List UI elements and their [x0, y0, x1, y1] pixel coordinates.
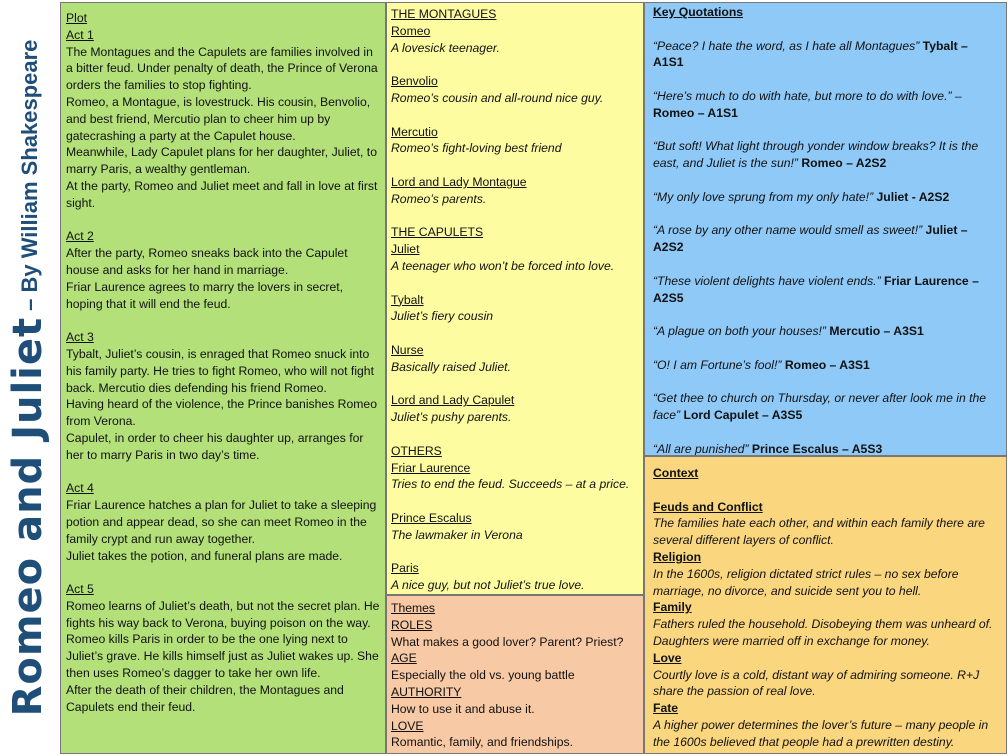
- character-group-others: [391, 443, 638, 594]
- quotation: [653, 323, 998, 340]
- context-desc: The families hate each other, and within each family there are several different layers of conflict.: [653, 516, 985, 548]
- title-main: Romeo and Juliet: [5, 316, 51, 717]
- context-heading: Context: [653, 466, 699, 480]
- character-desc: The lawmaker in Verona: [391, 527, 523, 542]
- quote-text: “My only love sprung from my only hate!”: [653, 189, 874, 204]
- character-entry: [391, 241, 638, 275]
- quote-attribution: Romeo – A2S2: [801, 156, 887, 171]
- quote-text: “But soft! What light through yonder window breaks? It is the east, and Juliet is the sun!”: [653, 139, 979, 171]
- plot-panel: [60, 2, 386, 754]
- context-desc: Fathers ruled the household. Disobeying them was unheard of. Daughters were married off in exchange for money.: [653, 617, 993, 648]
- quotation: [653, 189, 998, 206]
- quote-attribution: Friar Laurence – A2S5: [653, 273, 979, 305]
- theme-name: LOVE: [391, 718, 424, 733]
- quote-attribution: Romeo – A1S1: [653, 105, 738, 120]
- character-desc: Basically raised Juliet.: [391, 359, 511, 374]
- quote-attribution: Romeo – A3S1: [784, 357, 870, 372]
- context-topic: Fate: [653, 701, 679, 716]
- act-line: Romeo learns of Juliet’s death, but not the secret plan. He fights his way back to Verona, buying poison on the way.: [66, 598, 380, 630]
- act-label: Act 2: [66, 229, 94, 244]
- act-label: Act 5: [66, 582, 94, 597]
- quote-text: “Get thee to church on Thursday, or never after look me in the face”: [653, 391, 987, 423]
- title-strip: [0, 0, 56, 756]
- character-desc: Romeo’s fight-loving best friend: [391, 141, 562, 156]
- context-topic: Love: [653, 650, 682, 665]
- character-entry: [391, 73, 638, 107]
- character-name: Paris: [391, 561, 419, 576]
- act-line: Friar Laurence agrees to marry the lovers in secret, hoping that it will end the feud.: [66, 279, 344, 311]
- character-entry: [391, 292, 638, 326]
- character-name: Romeo: [391, 23, 431, 38]
- context-topic: Religion: [653, 549, 702, 564]
- act-label: Act 1: [66, 27, 94, 42]
- act-line: After the party, Romeo sneaks back into the Capulet house and asks for her hand in marriage.: [66, 246, 348, 277]
- character-name: Nurse: [391, 342, 424, 357]
- act-line: Friar Laurence hatches a plan for Juliet to take a sleeping potion and appear dead, so she can meet Romeo in the family crypt and run away together.: [66, 498, 377, 546]
- act-line: Tybalt, Juliet’s cousin, is enraged that Romeo snuck into his family party. He tries to fight Romeo, who will not fight back. Mercutio dies defending his friend Romeo.: [66, 346, 374, 395]
- plot-heading: Plot: [66, 11, 88, 25]
- act-line: Capulet, in order to cheer his daughter up, arranges for her to marry Paris in two day’s time.: [66, 430, 364, 462]
- character-name: Lord and Lady Capulet: [391, 393, 515, 408]
- group-heading: THE MONTAGUES: [391, 7, 497, 21]
- act-section: [66, 228, 380, 312]
- context-topic: Feuds and Conflict: [653, 499, 763, 514]
- group-heading: OTHERS: [391, 443, 442, 458]
- character-group-montagues: [391, 6, 638, 208]
- theme-desc: Romantic, family, and friendships.: [391, 735, 573, 750]
- quote-text: “These violent delights have violent ends.”: [653, 273, 881, 288]
- context-panel: [644, 456, 1007, 754]
- character-entry: [391, 23, 638, 57]
- act-label: Act 4: [66, 481, 94, 496]
- quote-text: “O! I am Fortune’s fool!”: [653, 357, 782, 372]
- context-topic: Family: [653, 600, 692, 615]
- character-name: Tybalt: [391, 292, 424, 307]
- quote-text: “A rose by any other name would smell as sweet!”: [653, 223, 923, 238]
- act-line: Having heard of the violence, the Prince banishes Romeo from Verona.: [66, 397, 377, 429]
- theme-desc: What makes a good lover? Parent? Priest?: [391, 634, 624, 649]
- character-desc: Juliet’s fiery cousin: [391, 309, 494, 324]
- character-entry: [391, 342, 638, 376]
- character-group-capulets: [391, 224, 638, 426]
- act-line: At the party, Romeo and Juliet meet and fall in love at first sight.: [66, 178, 378, 210]
- character-desc: Juliet’s pushy parents.: [391, 410, 512, 425]
- context-desc: In the 1600s, religion dictated strict rules – no sex before marriage, no divorce, and suicide sent you to hell.: [653, 566, 959, 598]
- character-entry: [391, 174, 638, 208]
- quotations-panel: [644, 2, 1007, 456]
- quote-attribution: Juliet – A2S2: [653, 223, 968, 255]
- quotation: [653, 222, 998, 256]
- quotation: [653, 88, 998, 122]
- context-desc: A higher power determines the lover’s future – many people in the 1600s believed that people had a prewritten destiny.: [653, 717, 989, 749]
- act-line: After the death of their children, the Montagues and Capulets end their feud.: [66, 682, 344, 714]
- theme-name: AGE: [391, 651, 417, 666]
- characters-panel: [386, 2, 644, 595]
- act-section: [66, 27, 380, 212]
- character-desc: Tries to end the feud. Succeeds – at a price.: [391, 477, 630, 492]
- quotation: [653, 390, 998, 424]
- character-entry: [391, 124, 638, 158]
- quote-attribution: Juliet - A2S2: [876, 189, 950, 204]
- quotation: [653, 357, 998, 374]
- quote-attribution: Lord Capulet – A3S5: [683, 408, 803, 423]
- quote-text: “A plague on both your houses!”: [653, 324, 826, 339]
- character-desc: A nice guy, but not Juliet’s true love.: [391, 578, 585, 593]
- character-desc: Romeo’s parents.: [391, 191, 487, 206]
- quote-text: “Here’s much to do with hate, but more to do with love.” –: [653, 88, 962, 103]
- act-line: Romeo, a Montague, is lovestruck. His cousin, Benvolio, and best friend, Mercutio plan to cheer him up by gatecrashing a party at the Capulet house.: [66, 94, 371, 143]
- quote-text: “Peace? I hate the word, as I hate all Montagues”: [653, 38, 920, 53]
- title-byline: – By William Shakespeare: [17, 39, 42, 311]
- character-desc: Romeo’s cousin and all-round nice guy.: [391, 90, 604, 105]
- character-entry: [391, 460, 638, 494]
- character-name: Lord and Lady Montague: [391, 174, 527, 189]
- quotation: [653, 38, 998, 72]
- act-line: Juliet takes the potion, and funeral plans are made.: [66, 548, 343, 563]
- character-name: Juliet: [391, 242, 420, 257]
- theme-name: ROLES: [391, 617, 433, 632]
- quote-attribution: Prince Escalus – A5S3: [751, 441, 883, 456]
- quotation: [653, 273, 998, 307]
- themes-heading: Themes: [391, 601, 436, 615]
- act-line: The Montagues and the Capulets are families involved in a bitter feud. Under penalty of death, the Prince of Verona orders the families to stop fighting.: [66, 44, 378, 93]
- quote-attribution: Mercutio – A3S1: [829, 324, 924, 339]
- act-line: Meanwhile, Lady Capulet plans for her daughter, Juliet, to marry Paris, a wealthy gentleman.: [66, 145, 377, 177]
- act-section: [66, 581, 380, 715]
- act-section: [66, 329, 380, 463]
- quote-attribution: Tybalt – A1S1: [653, 38, 968, 70]
- character-name: Prince Escalus: [391, 510, 472, 525]
- quotations-heading: Key Quotations: [653, 5, 744, 19]
- theme-name: AUTHORITY: [391, 684, 462, 699]
- act-label: Act 3: [66, 330, 94, 345]
- context-desc: Courtly love is a cold, distant way of admiring someone. R+J share the passion of real love.: [653, 667, 980, 699]
- themes-panel: [386, 595, 644, 754]
- theme-desc: Especially the old vs. young battle: [391, 668, 575, 683]
- quote-text: “All are punished”: [653, 441, 749, 456]
- character-entry: [391, 560, 638, 594]
- quotation: [653, 138, 998, 172]
- character-name: Friar Laurence: [391, 460, 471, 475]
- character-desc: A lovesick teenager.: [391, 40, 500, 55]
- character-name: Mercutio: [391, 124, 438, 139]
- act-section: [66, 480, 380, 564]
- character-entry: [391, 510, 638, 544]
- character-name: Benvolio: [391, 74, 438, 89]
- page-title: [5, 39, 51, 717]
- theme-desc: How to use it and abuse it.: [391, 701, 535, 716]
- act-line: Romeo kills Paris in order to be the one lying next to Juliet’s grave. He kills himself just as Juliet wakes up. She then uses Romeo’s dagger to take her own life.: [66, 632, 379, 681]
- character-desc: A teenager who won’t be forced into love.: [391, 258, 615, 273]
- character-entry: [391, 392, 638, 426]
- group-heading: THE CAPULETS: [391, 225, 484, 240]
- quotation: [653, 441, 998, 456]
